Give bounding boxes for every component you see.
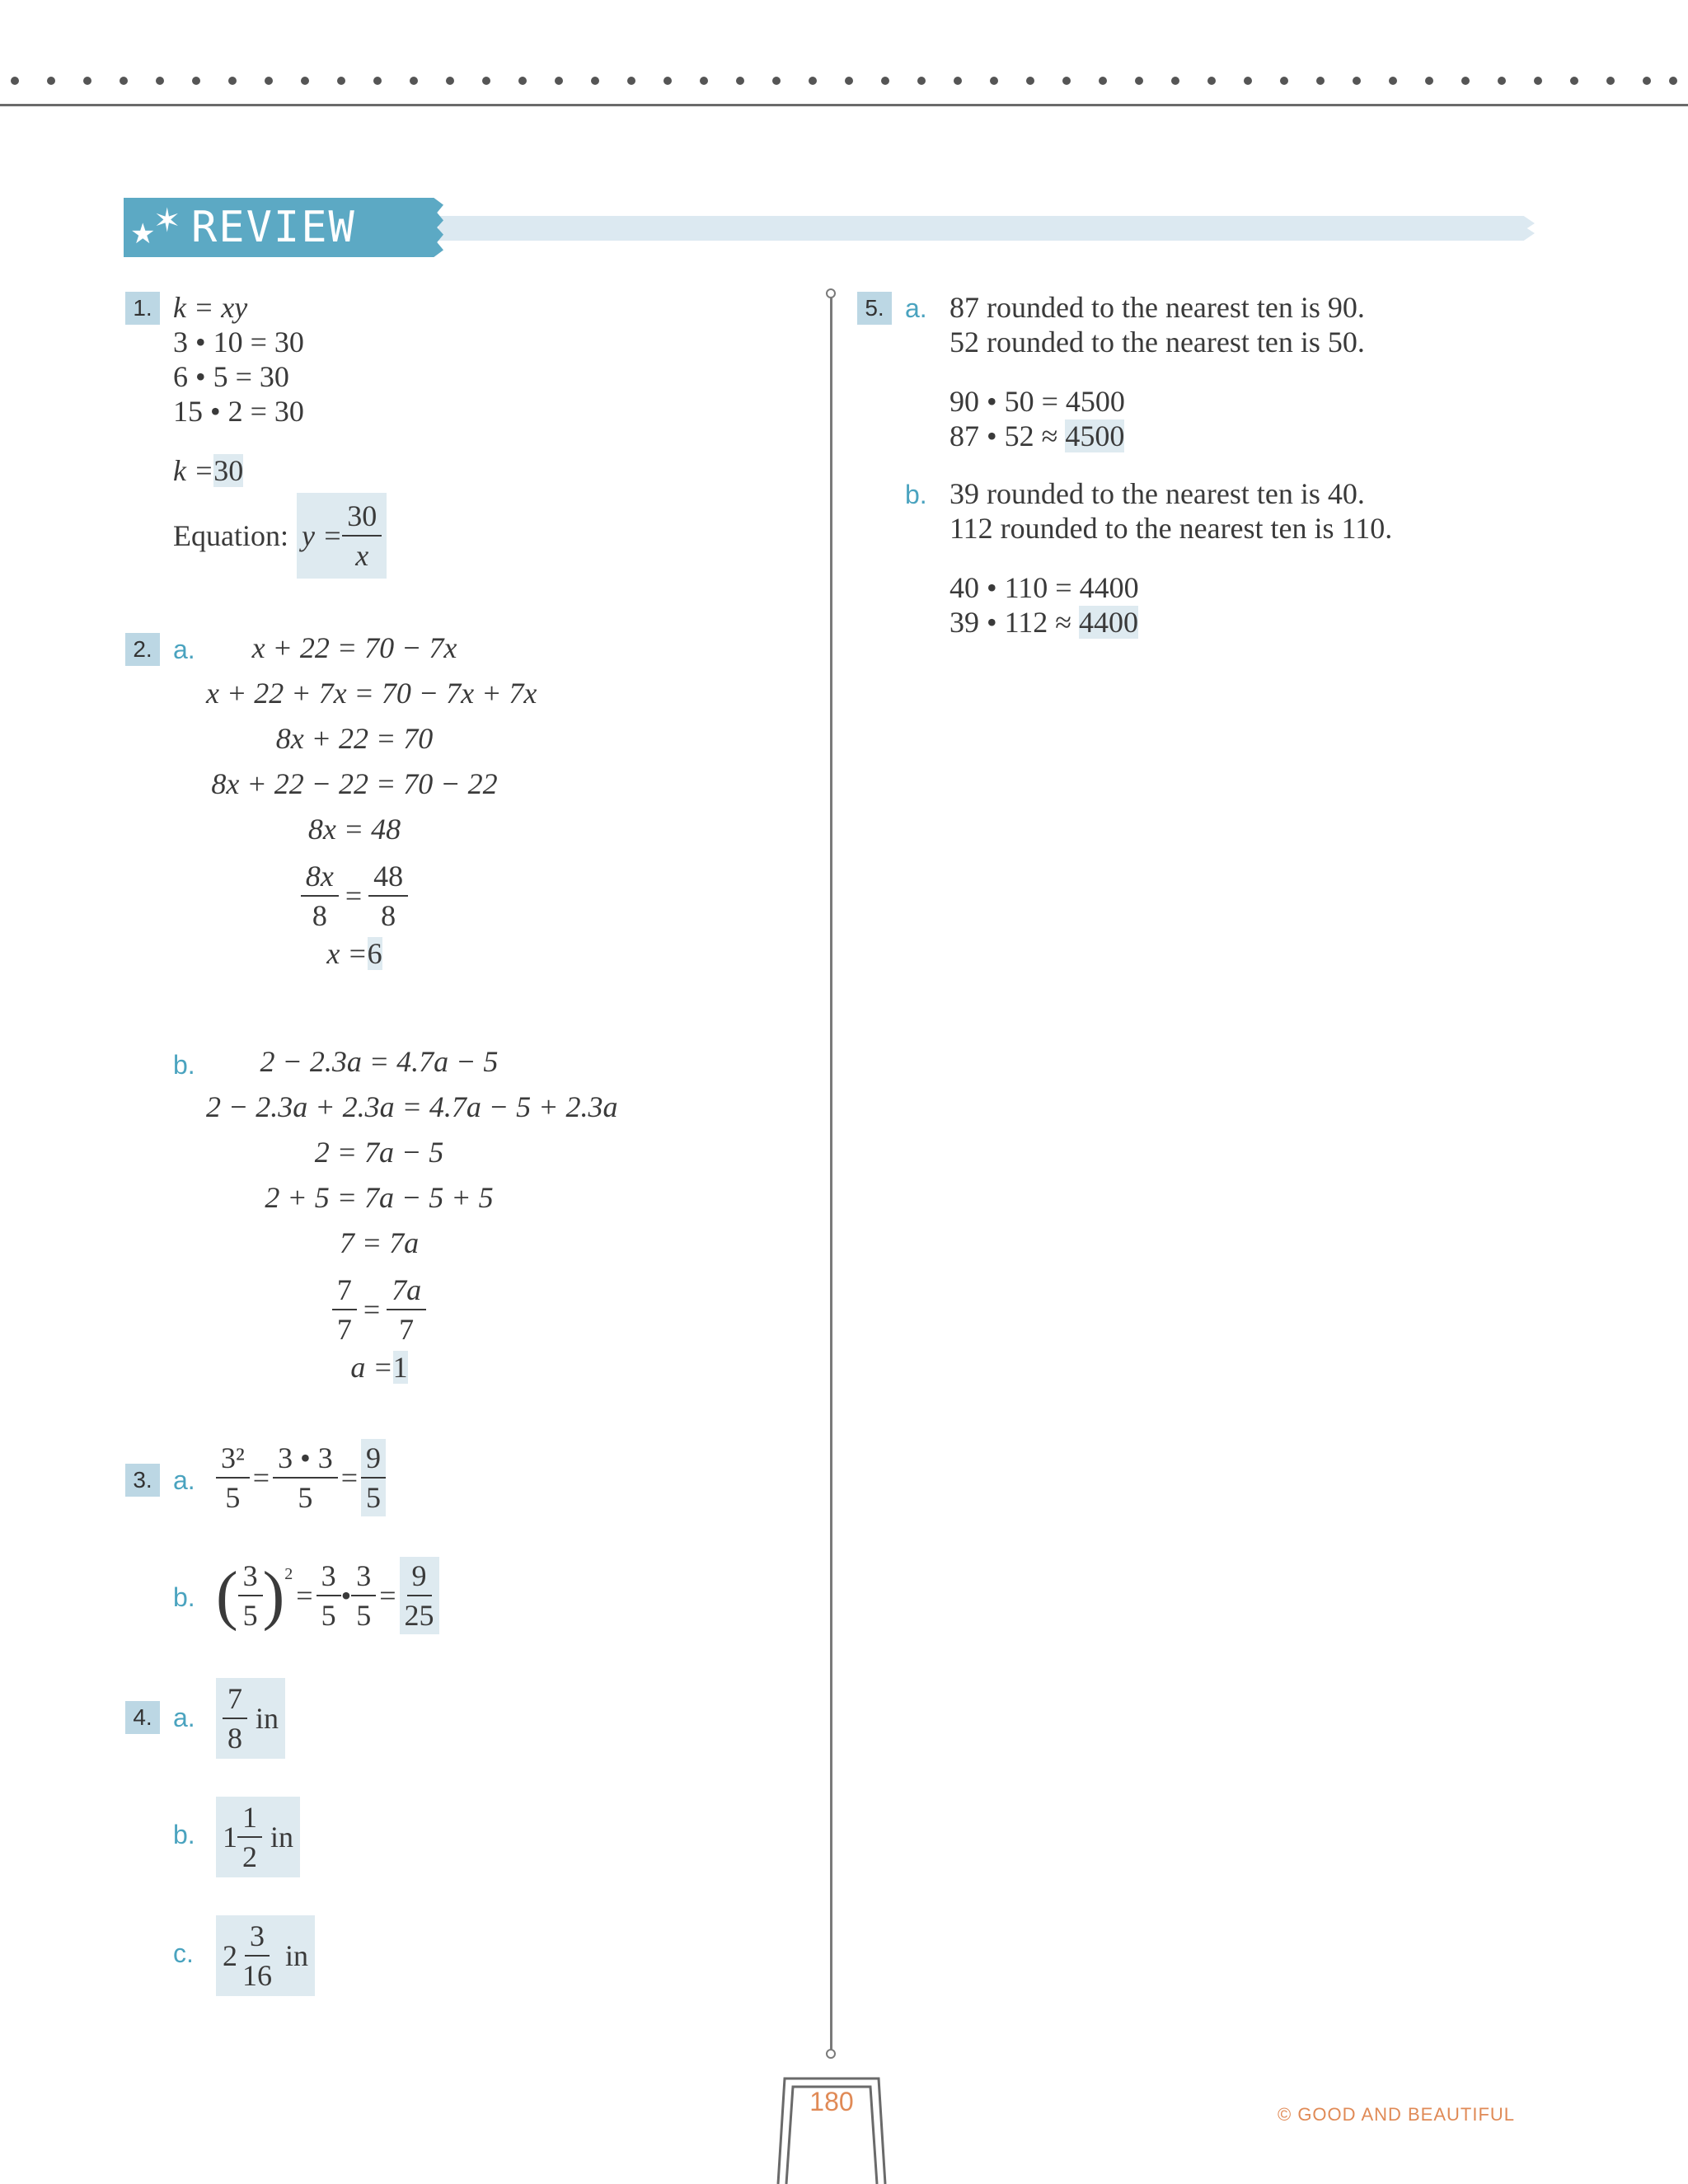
- step: 2 − 2.3a + 2.3a = 4.7a − 5 + 2.3a: [206, 1090, 618, 1123]
- problem-5b-work: [950, 476, 1392, 640]
- problem-1-work: [173, 290, 304, 429]
- equals-sign: =: [252, 1461, 270, 1494]
- problem-4c-answer: [216, 1915, 315, 1996]
- fraction-denominator: 5: [366, 1481, 382, 1514]
- right-paren: ): [262, 1559, 285, 1632]
- problem-number: 3.: [125, 1464, 160, 1497]
- problem-number: 2.: [125, 633, 160, 666]
- fraction-numerator: 3: [316, 1557, 341, 1596]
- estimate-answer: 4400: [1079, 606, 1139, 639]
- fraction-denominator: 5: [242, 1599, 258, 1632]
- star-icon: ★: [130, 219, 156, 250]
- fraction-numerator: 1: [237, 1798, 262, 1838]
- problem-2b-work: [206, 1043, 618, 1385]
- step: 8x + 22 − 22 = 70 − 22: [211, 767, 498, 800]
- fraction-step: [206, 856, 503, 935]
- product-line: 90 • 50 = 4500: [950, 385, 1125, 418]
- equation-answer: [297, 493, 387, 579]
- estimate-lhs: 87 • 52 ≈: [950, 419, 1058, 452]
- estimate-line: [950, 605, 1392, 640]
- problem-5a-work: [950, 290, 1365, 453]
- fraction: [216, 1439, 250, 1516]
- step: x + 22 + 7x = 70 − 7x + 7x: [206, 677, 537, 710]
- equation-fraction: [342, 497, 382, 574]
- part-label: b.: [173, 1050, 195, 1080]
- fraction-numerator: 9: [361, 1439, 386, 1479]
- estimate-lhs: 39 • 112 ≈: [950, 606, 1072, 639]
- problem-number: 5.: [857, 292, 892, 325]
- equals-sign: =: [296, 1579, 313, 1612]
- fraction: [223, 1680, 247, 1757]
- answer-fraction: [400, 1557, 439, 1634]
- step: 2 + 5 = 7a − 5 + 5: [265, 1181, 494, 1214]
- fraction-denominator: 8: [312, 899, 327, 932]
- estimate-line: [950, 419, 1365, 453]
- fraction-numerator: 3: [238, 1557, 263, 1596]
- fraction-denominator: x: [355, 539, 369, 572]
- k-label: k =: [173, 454, 214, 487]
- top-rule: [0, 104, 1688, 106]
- answer-value: 1: [392, 1351, 408, 1384]
- dotted-border: [0, 71, 1688, 96]
- work-line: 6 • 5 = 30: [173, 360, 289, 393]
- unit: in: [270, 1821, 294, 1854]
- section-title: REVIEW: [191, 203, 356, 252]
- step: 7 = 7a: [339, 1226, 420, 1259]
- problem-4b-answer: [216, 1797, 300, 1877]
- step: x + 22 = 70 − 7x: [251, 631, 457, 664]
- equation-label: Equation:: [173, 519, 288, 552]
- problem-3b-work: [216, 1556, 439, 1635]
- equals-sign: =: [379, 1579, 396, 1612]
- fraction: [316, 1557, 341, 1634]
- fraction-numerator: 48: [368, 857, 408, 897]
- fraction-denominator: 25: [404, 1599, 434, 1632]
- fraction-numerator: 7: [332, 1271, 357, 1310]
- fraction-denominator: 5: [225, 1481, 241, 1514]
- fraction-numerator: 9: [407, 1557, 432, 1596]
- fraction: [238, 1557, 263, 1634]
- work-line: 15 • 2 = 30: [173, 395, 304, 428]
- problem-4a-answer: [216, 1678, 285, 1759]
- product-line: 40 • 110 = 4400: [950, 571, 1139, 604]
- step: 2 = 7a − 5: [314, 1136, 444, 1169]
- equals-sign: =: [363, 1293, 381, 1326]
- part-label: a.: [905, 293, 927, 323]
- fraction: [351, 1557, 376, 1634]
- fraction-numerator: 3: [245, 1917, 270, 1957]
- problem-number: 1.: [125, 292, 160, 325]
- fraction-denominator: 5: [298, 1481, 313, 1514]
- fraction-denominator: 8: [381, 899, 396, 932]
- unit: in: [256, 1702, 279, 1735]
- part-label: a.: [173, 1465, 195, 1495]
- answer-fraction: [361, 1439, 386, 1516]
- rounding-line: 52 rounded to the nearest ten is 50.: [950, 326, 1365, 359]
- divider-dot-bottom: [826, 2049, 836, 2059]
- column-divider: [830, 293, 832, 2054]
- problem-3a-work: [216, 1439, 386, 1516]
- part-label: b.: [173, 1582, 195, 1612]
- page-tab: [775, 2069, 889, 2184]
- fraction-numerator: 7a: [387, 1271, 426, 1310]
- k-answer: 30: [213, 454, 244, 487]
- fraction: [273, 1439, 338, 1516]
- work-line: k = xy: [173, 291, 248, 324]
- fraction-denominator: 7: [399, 1313, 415, 1346]
- step: 8x + 22 = 70: [275, 722, 434, 755]
- fraction: [332, 1271, 357, 1348]
- answer-value: 6: [367, 937, 382, 970]
- part-label: b.: [173, 1820, 195, 1849]
- fraction-denominator: 16: [242, 1959, 272, 1992]
- copyright: © GOOD AND BEAUTIFUL: [1278, 2104, 1516, 2125]
- exponent: 2: [284, 1565, 293, 1583]
- fraction-denominator: 2: [242, 1840, 257, 1873]
- equation-lhs: y =: [301, 519, 343, 552]
- fraction-step: [206, 1270, 552, 1349]
- multiply-dot: •: [340, 1579, 352, 1612]
- rounding-line: 112 rounded to the nearest ten is 110.: [950, 512, 1393, 545]
- fraction: [368, 857, 408, 935]
- equals-sign: =: [345, 879, 363, 912]
- page-number: 180: [809, 2087, 854, 2116]
- left-paren: (: [216, 1559, 238, 1632]
- k-result: [173, 453, 243, 488]
- rounding-line: 87 rounded to the nearest ten is 90.: [950, 291, 1365, 324]
- star-icon: ✶: [153, 202, 181, 239]
- part-label: a.: [173, 1703, 195, 1732]
- equals-sign: =: [340, 1461, 359, 1494]
- answer-lhs: x =: [326, 937, 368, 970]
- equation-line: [173, 493, 387, 579]
- fraction-numerator: 3²: [216, 1439, 250, 1479]
- estimate-answer: 4500: [1065, 419, 1125, 452]
- fraction-numerator: 3 • 3: [273, 1439, 338, 1479]
- divider-dot-top: [826, 288, 836, 298]
- fraction: [387, 1271, 426, 1348]
- fraction-denominator: 8: [227, 1722, 242, 1755]
- step: 2 − 2.3a = 4.7a − 5: [260, 1045, 499, 1078]
- rounding-line: 39 rounded to the nearest ten is 40.: [950, 477, 1365, 510]
- header-stripe: [438, 216, 1535, 241]
- part-label: a.: [173, 635, 195, 664]
- part-label: c.: [173, 1938, 194, 1968]
- problem-number: 4.: [125, 1701, 160, 1734]
- fraction: [237, 1798, 262, 1876]
- answer-lhs: a =: [350, 1351, 393, 1384]
- step: 8x = 48: [307, 813, 401, 846]
- unit: in: [285, 1939, 309, 1972]
- fraction: [301, 857, 339, 935]
- work-line: 3 • 10 = 30: [173, 326, 304, 359]
- fraction-numerator: 7: [223, 1680, 247, 1719]
- fraction-denominator: 5: [321, 1599, 336, 1632]
- whole-number: 1: [223, 1821, 237, 1854]
- fraction-denominator: 5: [356, 1599, 372, 1632]
- fraction: [237, 1917, 277, 1994]
- fraction-numerator: 8x: [301, 857, 339, 897]
- whole-number: 2: [223, 1939, 237, 1972]
- answer-line: [206, 1349, 552, 1385]
- fraction-denominator: 7: [336, 1313, 352, 1346]
- problem-2a-work: [206, 630, 537, 972]
- fraction-numerator: 30: [342, 497, 382, 537]
- part-label: b.: [905, 480, 927, 509]
- fraction-numerator: 3: [351, 1557, 376, 1596]
- answer-line: [206, 935, 503, 972]
